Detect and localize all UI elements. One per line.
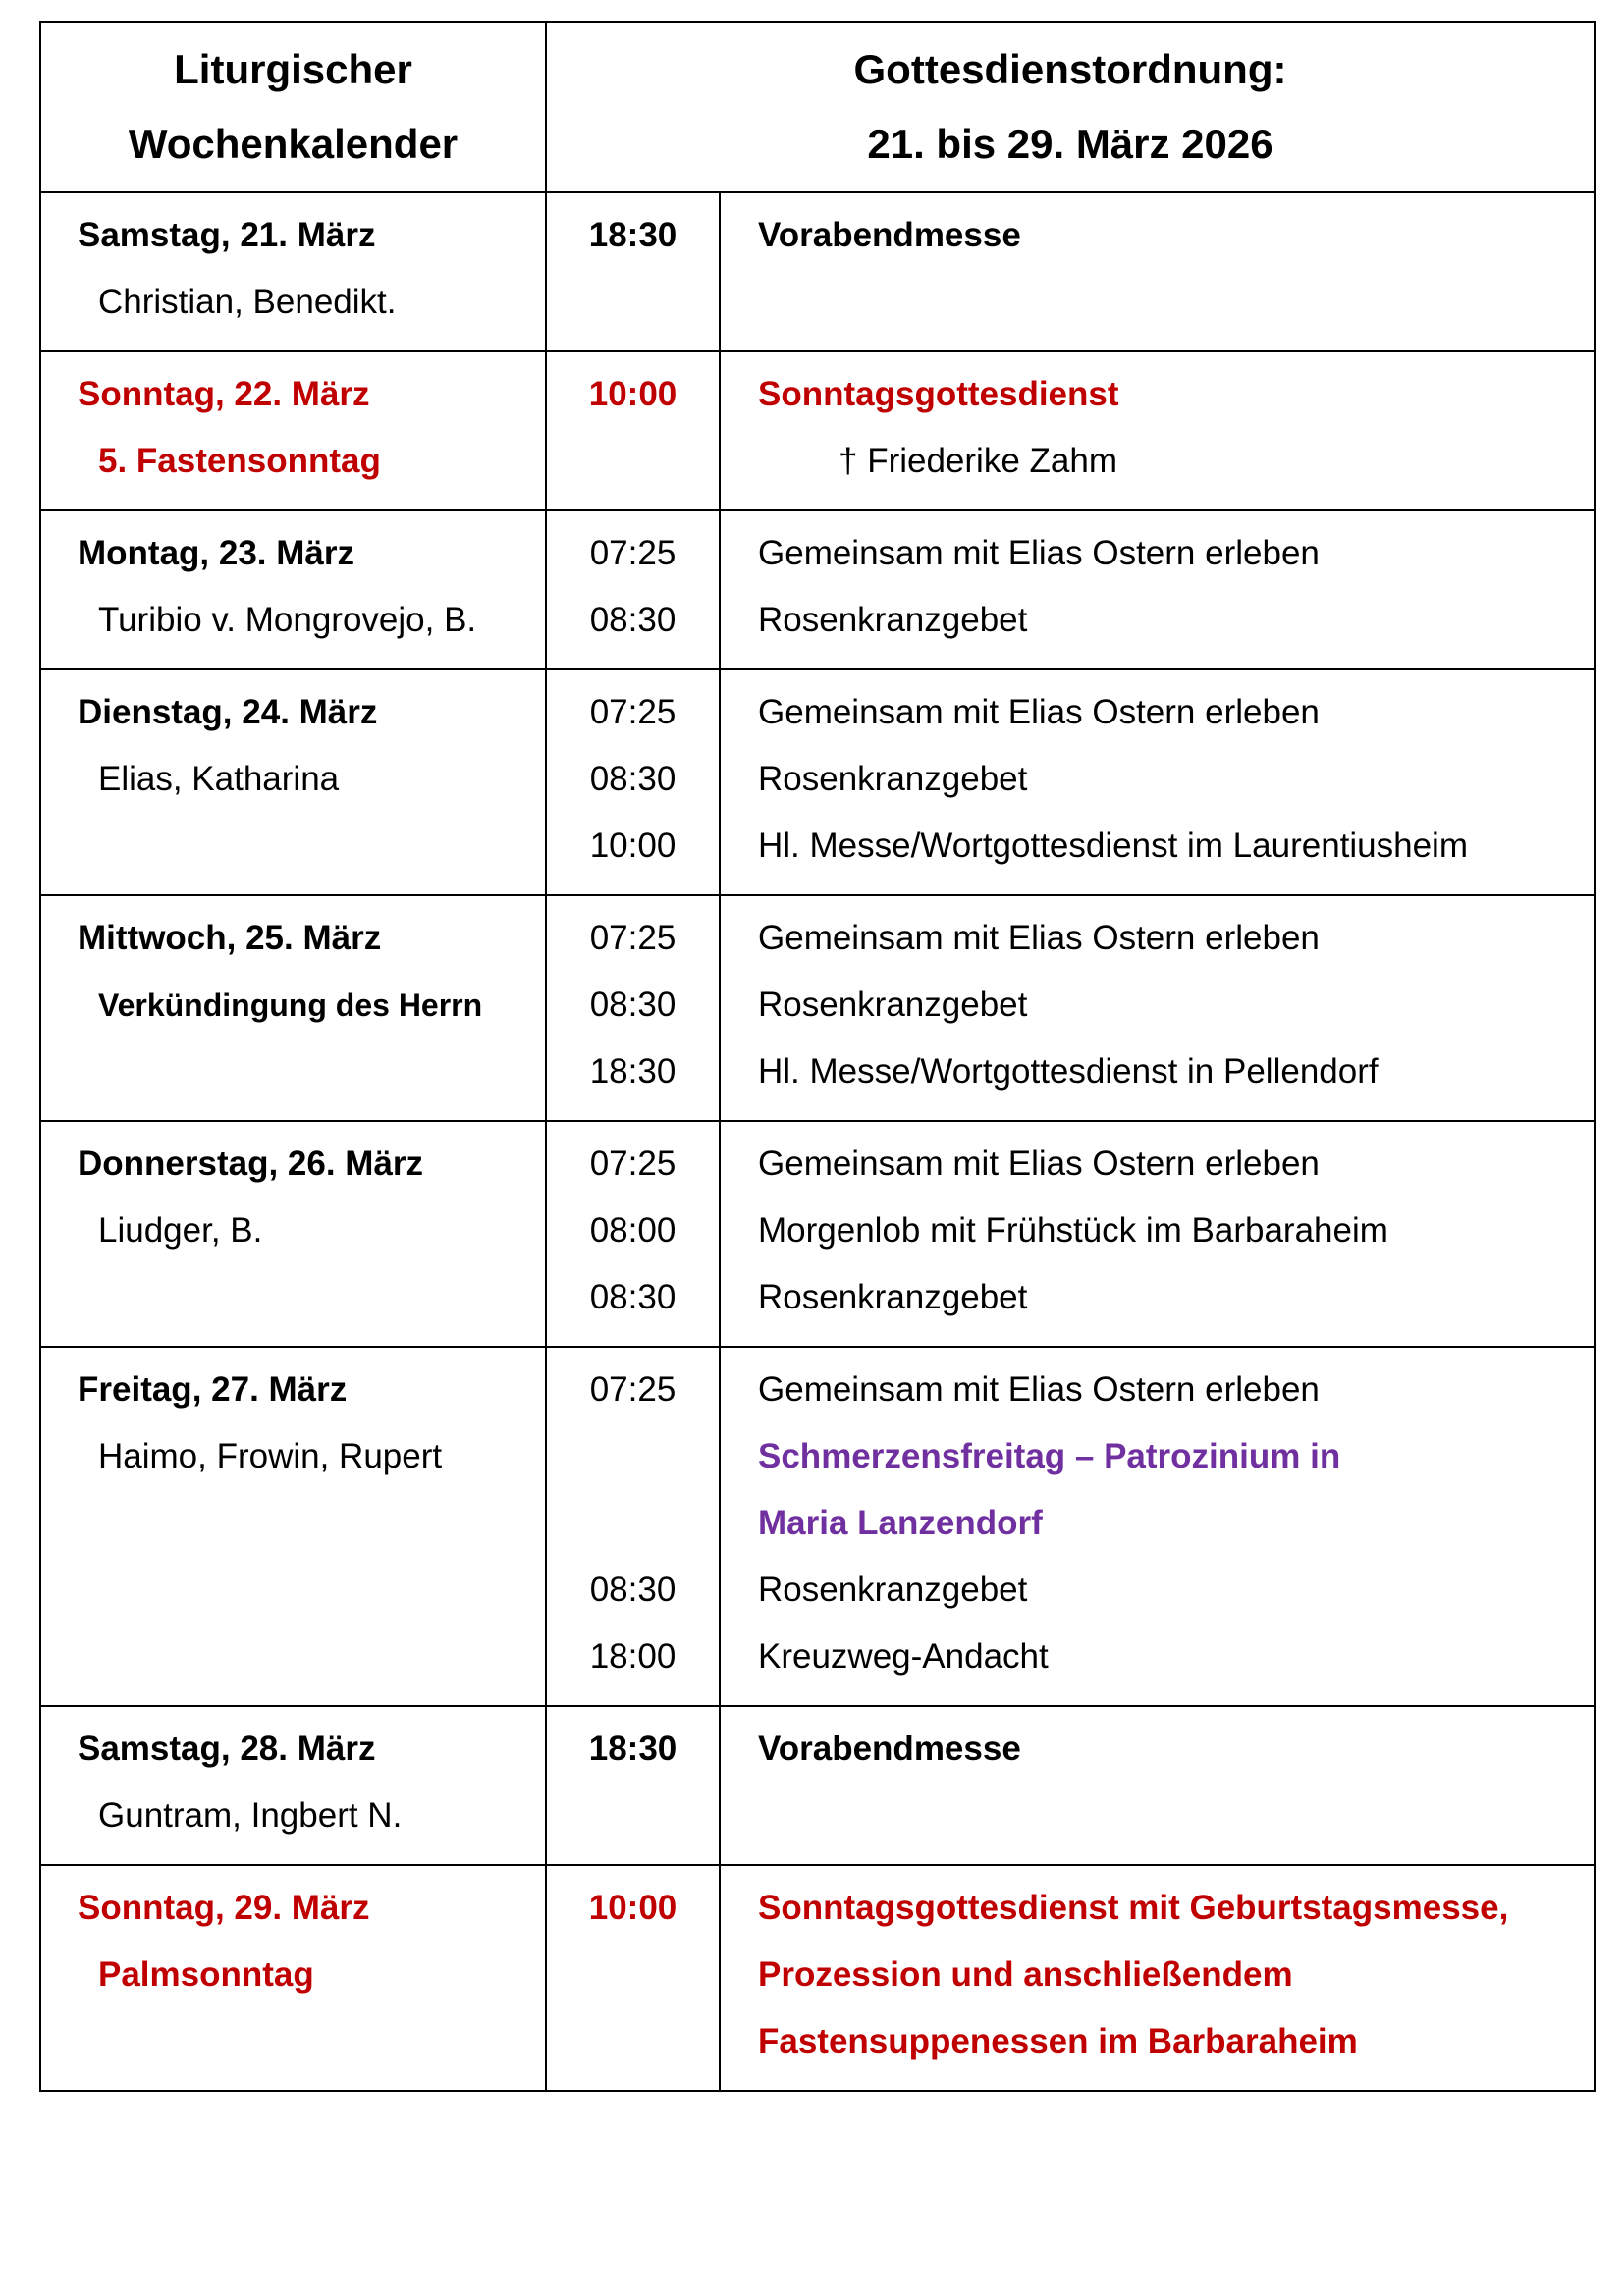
saint-name: Guntram, Ingbert N.: [98, 1796, 403, 1835]
header-order-line2: 21. bis 29. März 2026: [867, 121, 1273, 167]
event-continued: Fastensuppenessen im Barbaraheim: [758, 2022, 1358, 2060]
time: 07:25: [589, 1145, 677, 1183]
header-calendar-line2: Wochenkalender: [128, 121, 459, 167]
event: Gemeinsam mit Elias Ostern erleben: [758, 1145, 1320, 1183]
event: Rosenkranzgebet: [758, 1278, 1028, 1316]
saint-name: Liudger, B.: [98, 1211, 263, 1250]
time: 10:00: [588, 1889, 677, 1927]
day-row-saturday-28: [40, 1706, 1595, 1865]
time-spacer: [547, 1490, 719, 1557]
day-cell: [40, 351, 546, 510]
time-cell: [546, 895, 720, 1121]
day-row-tuesday-24: [40, 669, 1595, 895]
day-row-sunday-29: [40, 1865, 1595, 2091]
day-row-monday-23: [40, 510, 1595, 669]
event-cell: [720, 1121, 1595, 1347]
feast-name: Palmsonntag: [98, 1955, 314, 1994]
day-row-wednesday-25: [40, 895, 1595, 1121]
header-row: [40, 22, 1595, 192]
day-row-saturday-21: [40, 192, 1595, 351]
day-cell: [40, 669, 546, 895]
time: 07:25: [589, 919, 677, 957]
time: 10:00: [588, 375, 677, 413]
header-order-line1: Gottesdienstordnung:: [853, 46, 1287, 92]
mass-intention: † Friederike Zahm: [839, 442, 1117, 480]
event: Morgenlob mit Frühstück im Barbaraheim: [758, 1211, 1388, 1250]
event: Rosenkranzgebet: [758, 760, 1028, 798]
time: 18:30: [588, 216, 677, 254]
saint-name: Christian, Benedikt.: [98, 283, 397, 321]
event: Sonntagsgottesdienst: [758, 375, 1119, 413]
time-cell: [546, 1347, 720, 1706]
time: 18:30: [588, 1730, 677, 1768]
time: 07:25: [589, 1370, 677, 1409]
day-cell: [40, 1865, 546, 2091]
event: Gemeinsam mit Elias Ostern erleben: [758, 919, 1320, 957]
time: 10:00: [589, 827, 677, 865]
day-name: Freitag, 27. März: [78, 1370, 348, 1409]
schedule-table: [39, 21, 1596, 2092]
time-spacer: [547, 1423, 719, 1490]
event-cell: [720, 1347, 1595, 1706]
time: 08:00: [589, 1211, 677, 1250]
event: Vorabendmesse: [758, 1730, 1021, 1768]
day-name: Sonntag, 29. März: [78, 1889, 370, 1927]
header-order-cell: [546, 22, 1595, 192]
event: Gemeinsam mit Elias Ostern erleben: [758, 693, 1320, 731]
day-cell: [40, 192, 546, 351]
event-cell: [720, 1706, 1595, 1865]
event: Hl. Messe/Wortgottesdienst im Laurentiusheim: [758, 827, 1468, 865]
event-cell: [720, 895, 1595, 1121]
time: 08:30: [589, 760, 677, 798]
day-name: Samstag, 28. März: [78, 1730, 376, 1768]
time: 08:30: [589, 1571, 677, 1609]
event-continued: Prozession und anschließendem: [758, 1955, 1293, 1994]
header-calendar-cell: [40, 22, 546, 192]
time-cell: [546, 192, 720, 351]
time: 18:00: [589, 1637, 677, 1676]
saint-name: Turibio v. Mongrovejo, B.: [98, 601, 477, 639]
time: 08:30: [589, 601, 677, 639]
time: 07:25: [589, 534, 677, 572]
feast-name: 5. Fastensonntag: [98, 442, 381, 480]
time-cell: [546, 669, 720, 895]
event-cell: [720, 351, 1595, 510]
day-cell: [40, 1121, 546, 1347]
day-cell: [40, 510, 546, 669]
day-cell: [40, 895, 546, 1121]
time-cell: [546, 510, 720, 669]
time-cell: [546, 1865, 720, 2091]
day-row-sunday-22: [40, 351, 1595, 510]
time: 08:30: [589, 1278, 677, 1316]
event-cell: [720, 510, 1595, 669]
header-calendar-line1: Liturgischer: [174, 46, 412, 92]
saint-name: Haimo, Frowin, Rupert: [98, 1437, 443, 1475]
day-cell: [40, 1347, 546, 1706]
special-event-continued: Maria Lanzendorf: [758, 1504, 1043, 1542]
event: Rosenkranzgebet: [758, 986, 1028, 1024]
day-name: Mittwoch, 25. März: [78, 919, 382, 957]
day-row-thursday-26: [40, 1121, 1595, 1347]
day-row-friday-27: [40, 1347, 1595, 1706]
event: Hl. Messe/Wortgottesdienst in Pellendorf: [758, 1052, 1379, 1091]
event-cell: [720, 669, 1595, 895]
event: Vorabendmesse: [758, 216, 1021, 254]
event: Rosenkranzgebet: [758, 601, 1028, 639]
time: 07:25: [589, 693, 677, 731]
event: Gemeinsam mit Elias Ostern erleben: [758, 534, 1320, 572]
day-name: Samstag, 21. März: [78, 216, 376, 254]
event: Sonntagsgottesdienst mit Geburtstagsmesse,: [758, 1889, 1509, 1927]
event: Rosenkranzgebet: [758, 1571, 1028, 1609]
day-cell: [40, 1706, 546, 1865]
time: 08:30: [589, 986, 677, 1024]
day-name: Donnerstag, 26. März: [78, 1145, 424, 1183]
time: 18:30: [589, 1052, 677, 1091]
event: Kreuzweg-Andacht: [758, 1637, 1049, 1676]
event: Gemeinsam mit Elias Ostern erleben: [758, 1370, 1320, 1409]
feast-name: Verkündingung des Herrn: [98, 988, 483, 1023]
day-name: Dienstag, 24. März: [78, 693, 378, 731]
day-name: Sonntag, 22. März: [78, 375, 370, 413]
saint-name: Elias, Katharina: [98, 760, 340, 798]
time-cell: [546, 1121, 720, 1347]
time-cell: [546, 351, 720, 510]
time-cell: [546, 1706, 720, 1865]
event-cell: [720, 192, 1595, 351]
event-cell: [720, 1865, 1595, 2091]
special-event: Schmerzensfreitag – Patrozinium in: [758, 1437, 1341, 1475]
day-name: Montag, 23. März: [78, 534, 354, 572]
